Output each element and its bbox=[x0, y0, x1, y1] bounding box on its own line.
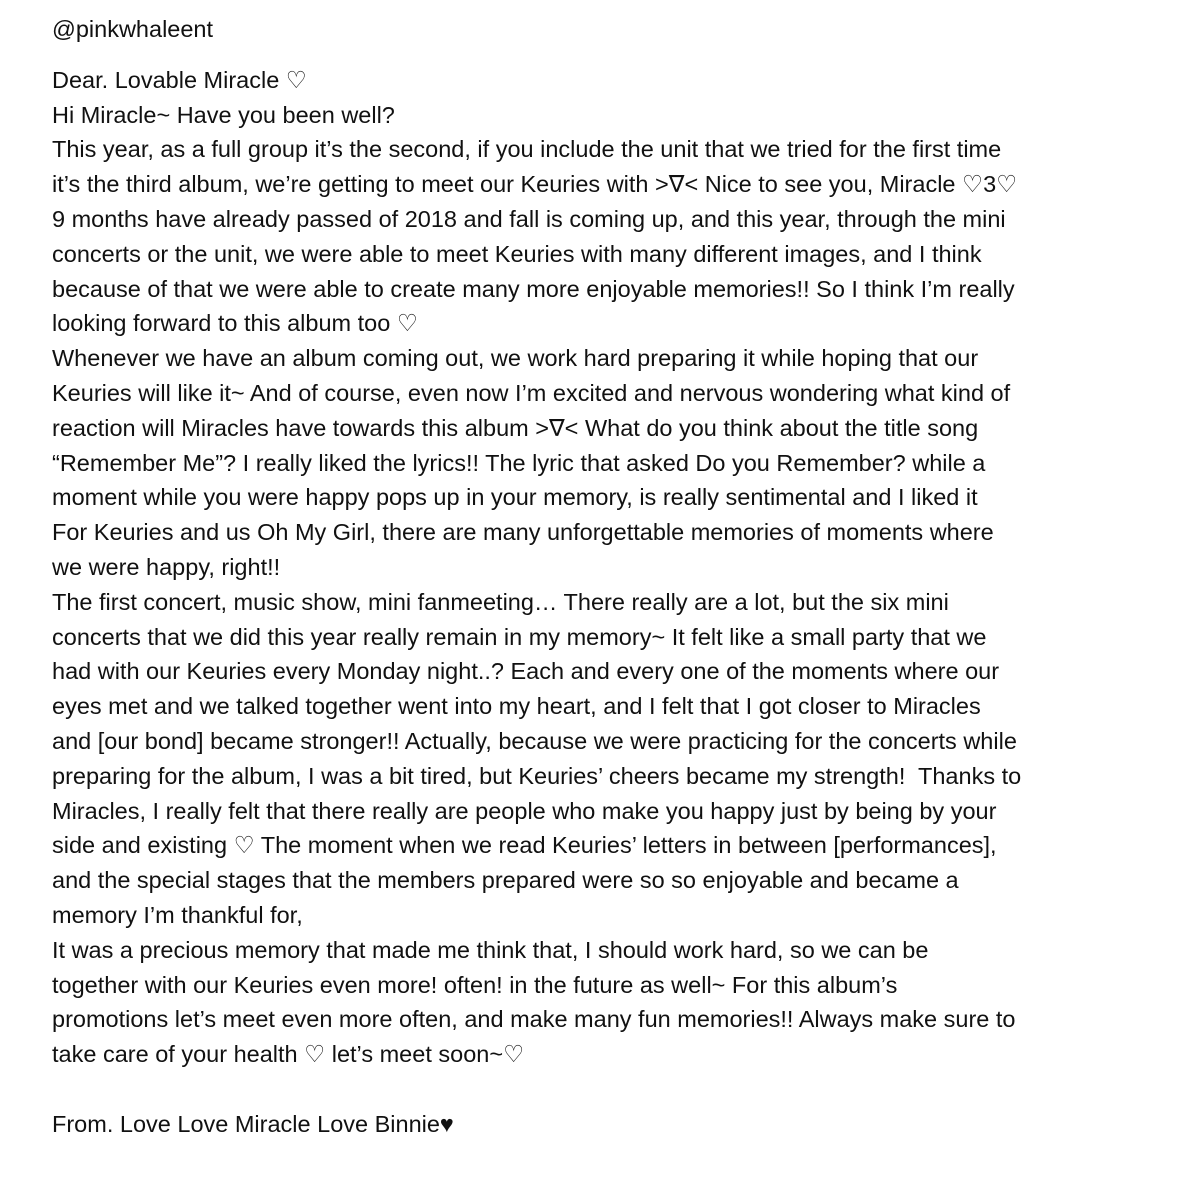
letter-line: For Keuries and us Oh My Girl, there are many unforgettable memories of moments where bbox=[52, 519, 994, 546]
letter-body bbox=[52, 63, 1172, 1072]
letter-line: and [our bond] became stronger!! Actually, because we were practicing for the concerts while bbox=[52, 727, 1017, 754]
letter-line: because of that we were able to create many more enjoyable memories!! So I think I’m really bbox=[52, 275, 1015, 302]
letter-signoff: From. Love Love Miracle Love Binnie♥ bbox=[52, 1110, 454, 1137]
letter-line: The first concert, music show, mini fanmeeting… There really are a lot, but the six mini bbox=[52, 588, 949, 615]
letter-document bbox=[52, 12, 1172, 1142]
letter-line: had with our Keuries every Monday night..? Each and every one of the moments where our bbox=[52, 658, 1000, 685]
letter-line: memory I’m thankful for, bbox=[52, 901, 303, 928]
letter-line: side and existing ♡ The moment when we read Keuries’ letters in between [performances], bbox=[52, 832, 997, 859]
letter-line: “Remember Me”? I really liked the lyrics!! The lyric that asked Do you Remember? while a bbox=[52, 449, 986, 476]
letter-line: eyes met and we talked together went into my heart, and I felt that I got closer to Miracles bbox=[52, 693, 981, 720]
letter-line: This year, as a full group it’s the second, if you include the unit that we tried for the first time bbox=[52, 136, 1002, 163]
letter-line: looking forward to this album too ♡ bbox=[52, 310, 418, 337]
letter-line: 9 months have already passed of 2018 and fall is coming up, and this year, through the mini bbox=[52, 205, 1006, 232]
letter-line: preparing for the album, I was a bit tired, but Keuries’ cheers became my strength! Thanks to bbox=[52, 762, 1022, 789]
letter-line: promotions let’s meet even more often, and make many fun memories!! Always make sure to bbox=[52, 1006, 1016, 1033]
letter-line: It was a precious memory that made me think that, I should work hard, so we can be bbox=[52, 936, 929, 963]
letter-line: moment while you were happy pops up in your memory, is really sentimental and I liked it bbox=[52, 484, 978, 511]
letter-line: it’s the third album, we’re getting to meet our Keuries with >∇< Nice to see you, Miracle ♡3♡ bbox=[52, 171, 1018, 198]
letter-line: Dear. Lovable Miracle ♡ bbox=[52, 66, 307, 93]
letter-line: reaction will Miracles have towards this album >∇< What do you think about the title song bbox=[52, 414, 979, 441]
letter-line: Miracles, I really felt that there really are people who make you happy just by being by your bbox=[52, 797, 997, 824]
account-handle: @pinkwhaleent bbox=[52, 16, 214, 42]
letter-line: and the special stages that the members prepared were so so enjoyable and became a bbox=[52, 867, 959, 894]
letter-line: concerts that we did this year really remain in my memory~ It felt like a small party that we bbox=[52, 623, 987, 650]
paragraph-gap bbox=[52, 1072, 1172, 1107]
letter-line: together with our Keuries even more! often! in the future as well~ For this album’s bbox=[52, 971, 898, 998]
letter-line: Whenever we have an album coming out, we work hard preparing it while hoping that our bbox=[52, 345, 979, 372]
letter-line: concerts or the unit, we were able to meet Keuries with many different images, and I think bbox=[52, 240, 982, 267]
letter-line: Hi Miracle~ Have you been well? bbox=[52, 101, 395, 128]
letter-line: take care of your health ♡ let’s meet soon~♡ bbox=[52, 1041, 525, 1068]
letter-line: we were happy, right!! bbox=[52, 553, 281, 580]
letter-line: Keuries will like it~ And of course, even now I’m excited and nervous wondering what kind of bbox=[52, 379, 1011, 406]
